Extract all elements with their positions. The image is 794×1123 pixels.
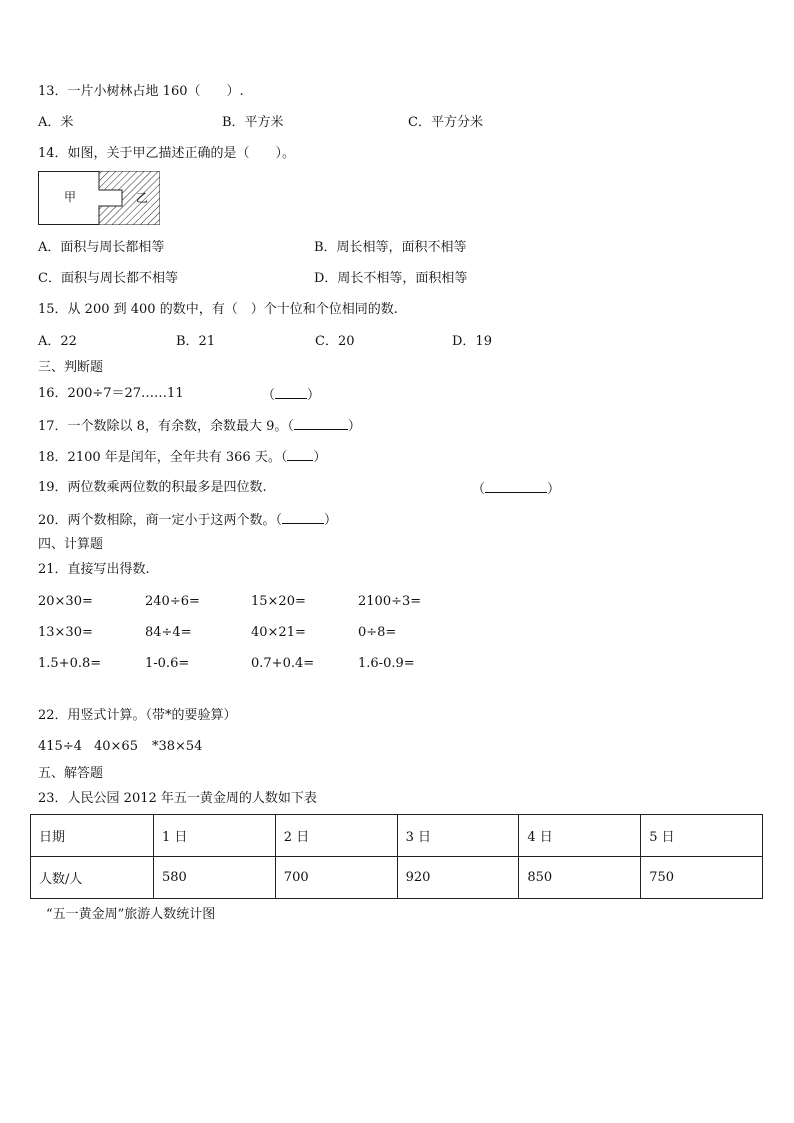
q15-option-a: A．22 [38,334,77,349]
table-cell: 750 [641,857,763,899]
q17-text[interactable] [38,417,361,435]
paren-close: ） [324,513,338,528]
table-row [31,815,763,857]
q14-stem: 14．如图，关于甲乙描述正确的是（ ）。 [38,146,296,161]
q15-option-d: D．19 [452,334,492,349]
q20-text[interactable] [38,511,337,529]
table-cell: 2 日 [275,815,397,857]
table-cell: 580 [154,857,276,899]
section-5-heading: 五、解答题 [38,766,104,781]
table-cell: 人数/人 [31,857,154,899]
table-cell: 920 [397,857,519,899]
q13-stem: 13．一片小树林占地 160（ ）. [38,84,244,99]
q17-label: 17．一个数除以 8，有余数，余数最大 9。（ [38,419,294,434]
paren-open: （ [472,482,486,497]
q22-item: *38×54 [152,739,203,754]
q13-option-a: A．米 [38,115,74,130]
q14-figure [38,171,160,225]
q14-label-yi: 乙 [136,191,149,205]
q21-item: 40×21= [251,625,306,640]
q13-option-c: C．平方分米 [408,115,483,130]
q21-item: 1-0.6= [145,656,190,671]
paren-close: ） [313,450,327,465]
q21-item: 1.5+0.8= [38,656,102,671]
q13-option-b: B．平方米 [222,115,284,130]
q16-text: 16．200÷7＝27……11 [38,386,184,401]
q23-table [30,814,763,899]
q21-stem: 21．直接写出得数. [38,562,150,577]
q21-item: 0÷8= [358,625,397,640]
q14-label-jia: 甲 [64,190,77,204]
table-cell: 850 [519,857,641,899]
q21-item: 1.6-0.9= [358,656,415,671]
paren-close: ） [547,482,561,497]
table-cell: 4 日 [519,815,641,857]
table-cell: 3 日 [397,815,519,857]
q22-item: 40×65 [94,739,138,754]
q19-answer-blank[interactable] [472,480,560,498]
q21-item: 20×30= [38,594,93,609]
section-3-heading: 三、判断题 [38,360,104,375]
table-cell: 700 [275,857,397,899]
q14-option-d: D．周长不相等，面积相等 [314,271,468,286]
q19-text: 19．两位数乘两位数的积最多是四位数. [38,480,267,495]
q16-answer-blank[interactable] [262,386,320,404]
q15-option-c: C．20 [315,334,355,349]
q21-item: 240÷6= [145,594,200,609]
q23-chart-caption: “五一黄金周”旅游人数统计图 [46,907,216,922]
q15-stem: 15．从 200 到 400 的数中，有（ ）个十位和个位相同的数. [38,302,398,317]
q21-item: 2100÷3= [358,594,422,609]
section-4-heading: 四、计算题 [38,537,104,552]
q21-item: 15×20= [251,594,306,609]
paren-close: ） [307,388,321,403]
q23-stem: 23．人民公园 2012 年五一黄金周的人数如下表 [38,791,317,806]
q18-label: 18．2100 年是闰年，全年共有 366 天。（ [38,450,288,465]
q14-option-c: C．面积与周长都不相等 [38,271,178,286]
paren-close: ） [347,419,361,434]
q14-option-b: B．周长相等，面积不相等 [314,240,467,255]
q18-text[interactable] [38,448,326,466]
q22-item: 415÷4 [38,739,82,754]
q20-label: 20．两个数相除，商一定小于这两个数。（ [38,513,283,528]
q21-item: 84÷4= [145,625,192,640]
q21-item: 13×30= [38,625,93,640]
table-cell: 5 日 [641,815,763,857]
q21-item: 0.7+0.4= [251,656,315,671]
table-cell: 1 日 [154,815,276,857]
table-row [31,857,763,899]
paren-open: （ [262,388,276,403]
q15-option-b: B．21 [176,334,216,349]
table-cell: 日期 [31,815,154,857]
q14-option-a: A．面积与周长都相等 [38,240,165,255]
q22-stem: 22．用竖式计算。（带*的要验算） [38,708,237,723]
